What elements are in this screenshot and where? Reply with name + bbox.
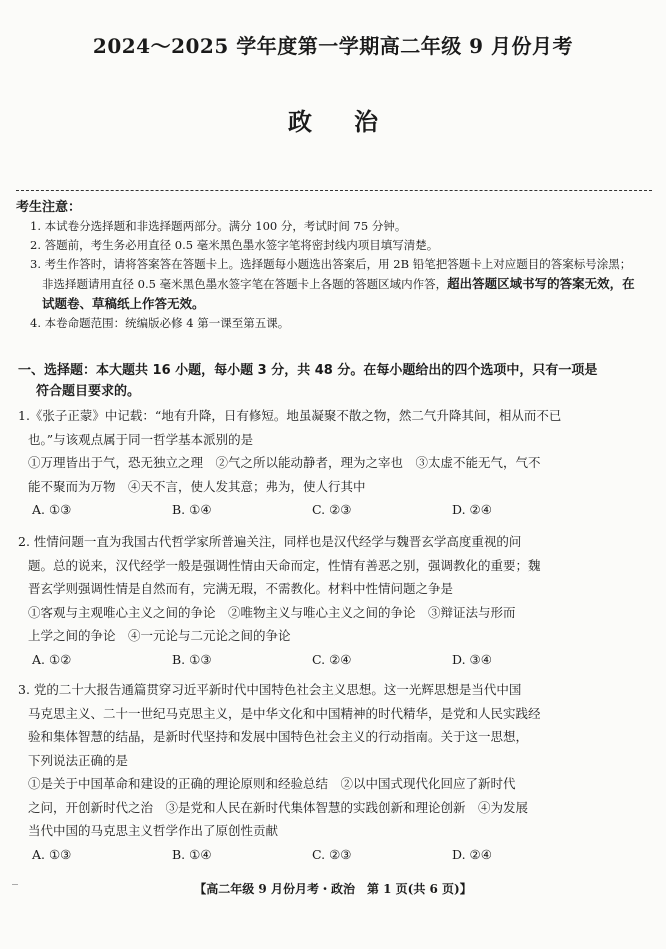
q3-stem-line1: 3. 党的二十大报告通篇贯穿习近平新时代中国特色社会主义思想。这一光辉思想是当代中国	[18, 682, 522, 697]
question-3	[18, 678, 648, 866]
q3-option-b[interactable]: B. ①④	[172, 846, 212, 862]
q1-option-b[interactable]: B. ①④	[172, 502, 212, 517]
notice-heading: 考生注意：	[16, 200, 82, 215]
question-2	[18, 530, 648, 671]
notice-item-3-text: 3. 考生作答时，请将答案答在答题卡上。选择题每小题选出答案后，用 2B 铅笔把答题卡上对应题目的答案标号涂黑；非选择题请用直径 0.5 毫米黑色墨水签字笔在答题卡上各题的答题区域内作答，	[30, 257, 632, 291]
q2-stem-line2: 题。总的说来，汉代经学一般是强调性情由天命而定，性情有善恶之别，强调教化的重要；魏	[28, 557, 541, 573]
q1-options	[18, 498, 648, 522]
notice-item-3-bold: 超出答题区域书写的答案无效，在试题卷、草稿纸上作答无效。	[42, 276, 635, 311]
q1-statements-line1: ①万理皆出于气，恐无独立之理 ②气之所以能动静者，理为之宰也 ③太虚不能无气，气不	[28, 455, 541, 470]
dashed-divider	[16, 190, 652, 191]
q3-statements-line3: 当代中国的马克思主义哲学作出了原创性贡献	[28, 823, 279, 838]
q3-option-c[interactable]: C. ②③	[312, 846, 352, 862]
q3-option-d[interactable]: D. ②④	[452, 846, 492, 862]
exam-title: 2024～2025 学年度第一学期高二年级 9 月份月考	[92, 34, 574, 58]
q3-statements-line1: ①是关于中国革命和建设的正确的理论原则和经验总结 ②以中国式现代化回应了新时代	[28, 776, 516, 791]
q2-option-a[interactable]: A. ①②	[32, 651, 72, 667]
page-footer: 【高二年级 9 月份月考・政治 第 1 页(共 6 页)】	[194, 882, 472, 896]
section-heading	[18, 360, 648, 402]
q3-option-a[interactable]: A. ①③	[32, 846, 72, 862]
q2-option-d[interactable]: D. ③④	[452, 651, 492, 667]
subject-title: 政治	[288, 107, 420, 136]
q3-stem-line3: 验和集体智慧的结晶，是新时代坚持和发展中国特色社会主义的行动指南。关于这一思想，	[28, 729, 529, 744]
q2-options	[18, 648, 648, 672]
notice-item-3	[16, 255, 636, 314]
q3-statements-line2: 之问，开创新时代之治 ③是党和人民在新时代集体智慧的实践创新和理论创新 ④为发展	[28, 799, 529, 815]
question-1	[18, 404, 648, 522]
q1-option-c[interactable]: C. ②③	[312, 502, 352, 517]
section-heading-line2: 符合题目要求的。	[36, 384, 141, 399]
q2-option-b[interactable]: B. ①③	[172, 651, 212, 667]
candidate-notice	[16, 198, 636, 333]
q2-statements-line1: ①客观与主观唯心主义之间的争论 ②唯物主义与唯心主义之间的争论 ③辩证法与形而	[28, 604, 516, 620]
q2-statements-line2: 上学之间的争论 ④一元论与二元论之间的争论	[28, 628, 291, 643]
q1-statements-line2: 能不聚而为万物 ④天不言，使人发其意；弗为，使人行其中	[28, 478, 366, 494]
q1-stem-line2: 也。”与该观点属于同一哲学基本派别的是	[28, 431, 254, 447]
q2-option-c[interactable]: C. ②④	[312, 651, 352, 667]
q1-stem-line1: 1.《张子正蒙》中记载：“地有升降，日有修短。地虽凝聚不散之物，然二气升降其间，相从而不已	[18, 408, 562, 423]
notice-item-2: 2. 答题前，考生务必用直径 0.5 毫米黑色墨水签字笔将密封线内项目填写清楚。	[30, 238, 439, 252]
q1-option-a[interactable]: A. ①③	[32, 502, 72, 517]
section-heading-line1: 一、选择题：本大题共 16 小题，每小题 3 分，共 48 分。在每小题给出的四个选项中，只有一项是	[18, 363, 598, 378]
q3-stem-line2: 马克思主义、二十一世纪马克思主义，是中华文化和中国精神的时代精华，是党和人民实践经	[28, 705, 541, 721]
q1-option-d[interactable]: D. ②④	[452, 502, 492, 517]
q3-options	[18, 843, 648, 867]
q2-stem-line3: 晋玄学则强调性情是自然而有，完满无瑕，不需教化。材料中性情问题之争是	[28, 581, 454, 596]
q3-stem-line4: 下列说法正确的是	[28, 752, 129, 768]
notice-item-4: 4. 本卷命题范围：统编版必修 4 第一课至第五课。	[30, 316, 290, 330]
q2-stem-line1: 2. 性情问题一直为我国古代哲学家所普遍关注，同样也是汉代经学与魏晋玄学高度重视的问	[18, 534, 522, 549]
notice-item-1: 1. 本试卷分选择题和非选择题两部分。满分 100 分，考试时间 75 分钟。	[30, 219, 407, 233]
